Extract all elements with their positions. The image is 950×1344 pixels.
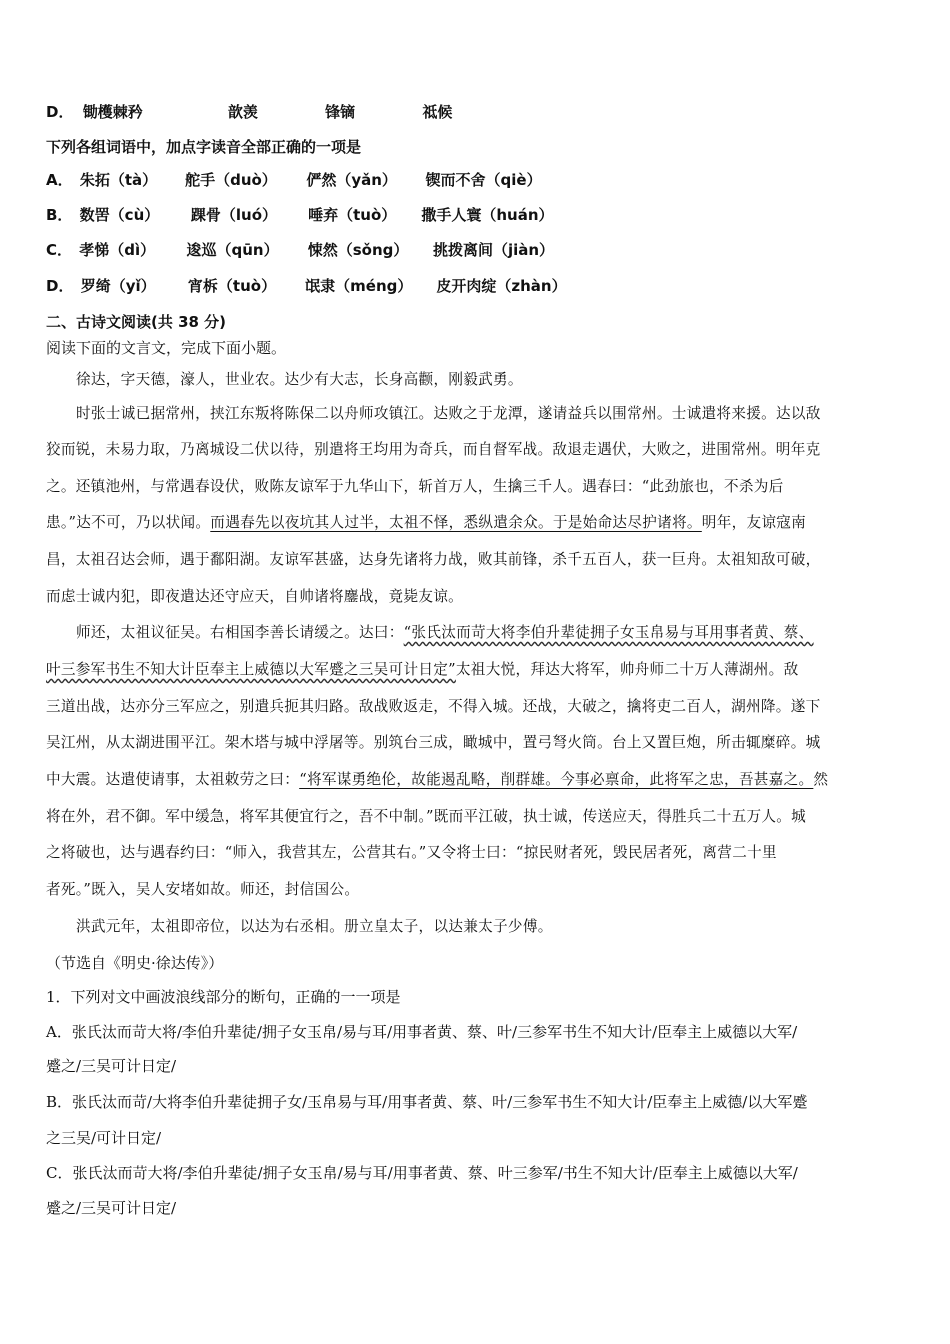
passage-line: 将在外，君不御。军中缓急，将军其便宜行之，吾不中制。”既而平江破，执士诚，传送应天，得胜兵二十五万人。城: [46, 808, 807, 825]
passage-p4: 洪武元年，太祖即帝位，以达为右丞相。册立皇太子，以达兼太子少傅。: [76, 918, 553, 935]
option-a: [46, 170, 542, 190]
passage-text: 明年，友谅寇南: [701, 514, 807, 531]
wavy-underlined-text: “张氏汰而苛大将李伯升辈徒拥子女玉帛易与耳用事者黄、蔡、: [403, 624, 814, 641]
passage-line: [46, 660, 798, 680]
passage-line: 昌，太祖召达会师，遇于鄱阳湖。友谅军甚盛，达身先诸将力战，败其前锋，杀千五百人，获一巨舟。太祖知敌可破，: [46, 551, 821, 568]
option-item: 唾弃（tuò）: [308, 206, 397, 224]
passage-text: 师还，太祖议征吴。右相国李善长请缓之。达曰：: [76, 624, 404, 641]
question-stem: 下列各组词语中，加点字读音全部正确的一项是: [46, 138, 362, 156]
passage-line: [76, 623, 814, 643]
option-item: 锄檴棘矜: [82, 103, 143, 121]
option-label: D．: [46, 277, 74, 295]
q1-option-c-line1: C．张氏汰而苛大将/李伯升辈徒/拥子女玉帛/易与耳/用事者黄、蔡、叶三参军/书生不知大计/臣奉主上威德以大军/: [46, 1164, 798, 1182]
passage-p1: 徐达，字天德，濠人，世业农。达少有大志，长身高颧，刚毅武勇。: [76, 371, 523, 388]
q1-option-a-line1: A．张氏汰而苛大将/李伯升辈徒/拥子女玉帛/易与耳/用事者黄、蔡、叶/三参军书生不知大计/臣奉主上威德以大军/: [46, 1023, 798, 1041]
passage-line: 狡而锐，未易力取，乃离城设二伏以待，别遣将王均用为奇兵，而自督军战。敌退走遇伏，大败之，进围常州。明年克: [46, 441, 821, 458]
option-item: 撒手人寰（huán）: [421, 206, 554, 224]
passage-source: （节选自《明史·徐达传》）: [46, 954, 224, 972]
option-label: B．: [46, 206, 73, 224]
option-item: 罗绮（yǐ）: [80, 277, 156, 295]
instruction: 阅读下面的文言文，完成下面小题。: [46, 339, 287, 357]
section-title: 二、古诗文阅读(共 38 分): [46, 313, 227, 331]
passage-line: 者死。”既入，吴人安堵如故。师还，封信国公。: [46, 881, 360, 898]
option-c: [46, 240, 554, 260]
option-item: 踝骨（luó）: [190, 206, 278, 224]
option-d: [46, 276, 567, 296]
underlined-sentence: “将军谋勇绝伦，故能遏乱略，削群雄。今事必禀命，此将军之忠，吾甚嘉之。: [299, 771, 814, 788]
passage-text: 然: [813, 771, 829, 788]
option-item: 宵柝（tuò）: [187, 277, 277, 295]
passage-line: 三道出战，达亦分三军应之，别遣兵扼其归路。敌战败返走，不得入城。还战，大破之，擒将吏二百人，湖州降。遂下: [46, 698, 821, 715]
option-label: C．: [46, 241, 73, 259]
q1-option-c-line2: 蹙之/三吴可计日定/: [46, 1199, 177, 1217]
option-label: A．: [46, 171, 73, 189]
passage-line: [46, 770, 828, 790]
option-item: 锋镝: [325, 103, 356, 121]
prev-option-d: [46, 102, 452, 122]
option-item: 数罟（cù）: [79, 206, 160, 224]
option-item: 锲而不舍（qiè）: [425, 171, 542, 189]
option-item: 悚然（sǒng）: [307, 241, 409, 259]
wavy-underlined-text: 叶三参军书生不知大计臣奉主上威德以大军蹙之三吴可计日定”: [46, 661, 456, 678]
underlined-sentence: 而遇春先以夜坑其人过半，太祖不怿，悉纵遣余众。于是始命达尽护诸将。: [210, 514, 702, 531]
passage-text: 太祖大悦，拜达大将军，帅舟师二十万人薄湖州。敌: [455, 661, 799, 678]
option-item: 俨然（yǎn）: [306, 171, 397, 189]
option-item: 朱拓（tà）: [79, 171, 158, 189]
q1-option-b-line1: B．张氏汰而苛/大将李伯升辈徒拥子女/玉帛易与耳/用事者黄、蔡、叶/三参军书生不知大计/臣奉主上威德/以大军蹙: [46, 1093, 808, 1111]
passage-line: 而虑士诚内犯，即夜遣达还守应天，自帅诸将鏖战，竟毙友谅。: [46, 588, 464, 605]
passage-line: 时张士诚已据常州，挟江东叛将陈保二以舟师攻镇江。达败之于龙潭，遂请益兵以围常州。士诚遣将来援。达以敌: [76, 405, 821, 422]
passage-text: 中大震。达遣使请事，太祖敕劳之曰：: [46, 771, 300, 788]
passage-line: [46, 513, 806, 533]
option-item: 祗候: [422, 103, 453, 121]
q1-option-a-line2: 蹙之/三吴可计日定/: [46, 1057, 177, 1075]
passage-line: 吴江州，从太湖进围平江。架木塔与城中浮屠等。别筑台三成，瞰城中，置弓弩火筒。台上又置巨炮，所击辄糜碎。城: [46, 734, 821, 751]
option-item: 挑拨离间（jiàn）: [432, 241, 555, 259]
option-b: [46, 205, 554, 225]
passage-line: 之将破也，达与遇春约曰：“师入，我营其左，公营其右。”又令将士曰：“掠民财者死，毁民居者死，离营二十里: [46, 844, 777, 861]
question-1-stem: 1．下列对文中画波浪线部分的断句，正确的一一项是: [46, 988, 401, 1006]
passage-text: 患。”达不可，乃以状闻。: [46, 514, 211, 531]
option-item: 逡巡（qūn）: [186, 241, 279, 259]
option-item: 孝悌（dì）: [79, 241, 156, 259]
option-item: 氓隶（méng）: [305, 277, 413, 295]
q1-option-b-line2: 之三吴/可计日定/: [46, 1129, 162, 1147]
option-label: D．: [46, 103, 74, 121]
option-item: 歆羡: [227, 103, 258, 121]
option-item: 皮开肉绽（zhàn）: [436, 277, 567, 295]
passage-line: 之。还镇池州，与常遇春设伏，败陈友谅军于九华山下，斩首万人，生擒三千人。遇春曰：“此劲旅也，不杀为后: [46, 478, 784, 495]
option-item: 舵手（duò）: [185, 171, 277, 189]
